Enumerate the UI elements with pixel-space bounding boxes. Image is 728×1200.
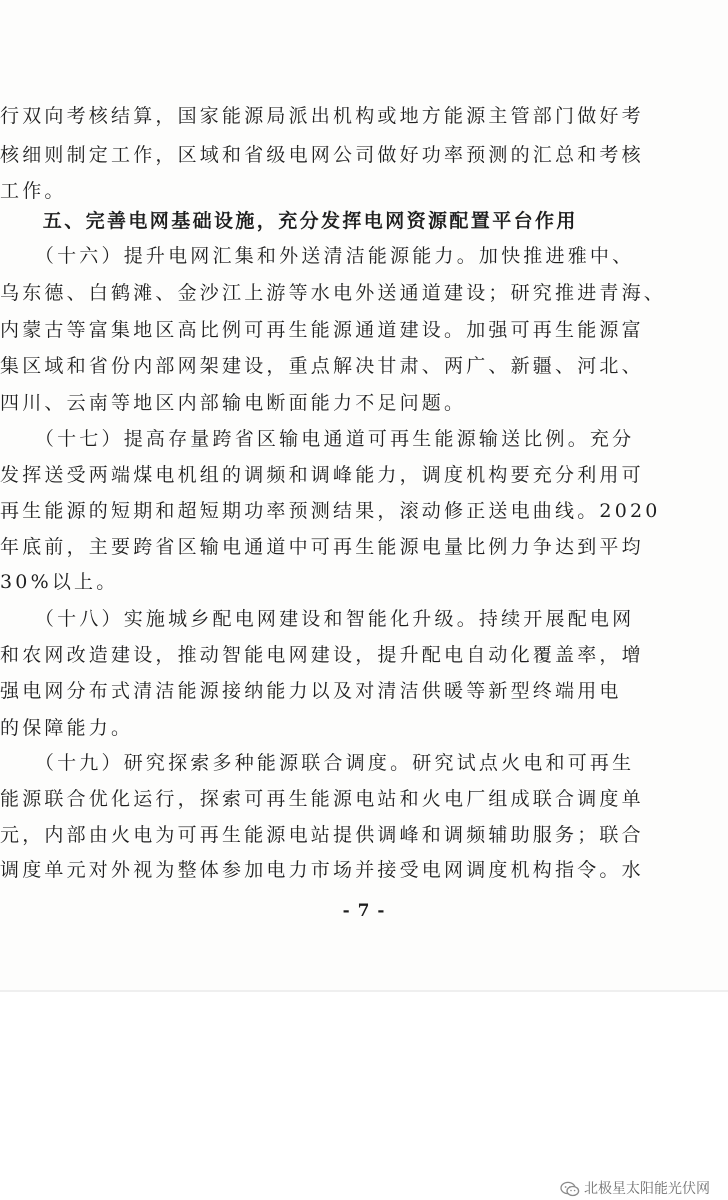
text-line: 发挥送受两端煤电机组的调频和调峰能力，调度机构要充分利用可: [0, 464, 644, 486]
scan-edge-divider: [0, 990, 728, 992]
text-line: 30%以上。: [0, 571, 119, 593]
watermark-text: 北极星太阳能光伏网: [584, 1181, 710, 1197]
watermark: [560, 1181, 710, 1197]
wechat-icon: [560, 1181, 580, 1197]
text-line: 集区域和省份内部网架建设，重点解决甘肃、两广、新疆、河北、: [0, 355, 644, 377]
text-line: 能源联合优化运行，探索可再生能源电站和火电厂组成联合调度单: [0, 788, 644, 810]
text-line: （十七）提高存量跨省区输电通道可再生能源输送比例。充分: [0, 428, 635, 450]
text-line: （十九）研究探索多种能源联合调度。研究试点火电和可再生: [0, 752, 635, 774]
section-heading: 五、完善电网基础设施，充分发挥电网资源配置平台作用: [0, 210, 578, 232]
text-line: 四川、云南等地区内部输电断面能力不足问题。: [0, 392, 467, 414]
text-line: 的保障能力。: [0, 717, 134, 739]
text-line: 调度单元对外视为整体参加电力市场并接受电网调度机构指令。水: [0, 859, 644, 881]
text-line: 乌东德、白鹤滩、金沙江上游等水电外送通道建设；研究推进青海、: [0, 282, 667, 304]
text-line: 和农网改造建设，推动智能电网建设，提升配电自动化覆盖率，增: [0, 644, 644, 666]
text-line: 工作。: [0, 180, 67, 202]
text-line: 元，内部由火电为可再生能源电站提供调峰和调频辅助服务；联合: [0, 824, 644, 846]
text-line: 年底前，主要跨省区输电通道中可再生能源电量比例力争达到平均: [0, 536, 644, 558]
text-line: 再生能源的短期和超短期功率预测结果，滚动修正送电曲线。2020: [0, 500, 661, 522]
text-line: 内蒙古等富集地区高比例可再生能源通道建设。加强可再生能源富: [0, 319, 644, 341]
page-number: - 7 -: [342, 901, 386, 921]
text-line: 强电网分布式清洁能源接纳能力以及对清洁供暖等新型终端用电: [0, 680, 622, 702]
text-line: （十八）实施城乡配电网建设和智能化升级。持续开展配电网: [0, 608, 635, 630]
text-line: 核细则制定工作，区域和省级电网公司做好功率预测的汇总和考核: [0, 144, 644, 166]
text-line: 行双向考核结算，国家能源局派出机构或地方能源主管部门做好考: [0, 105, 644, 127]
text-line: （十六）提升电网汇集和外送清洁能源能力。加快推进雅中、: [0, 245, 635, 267]
